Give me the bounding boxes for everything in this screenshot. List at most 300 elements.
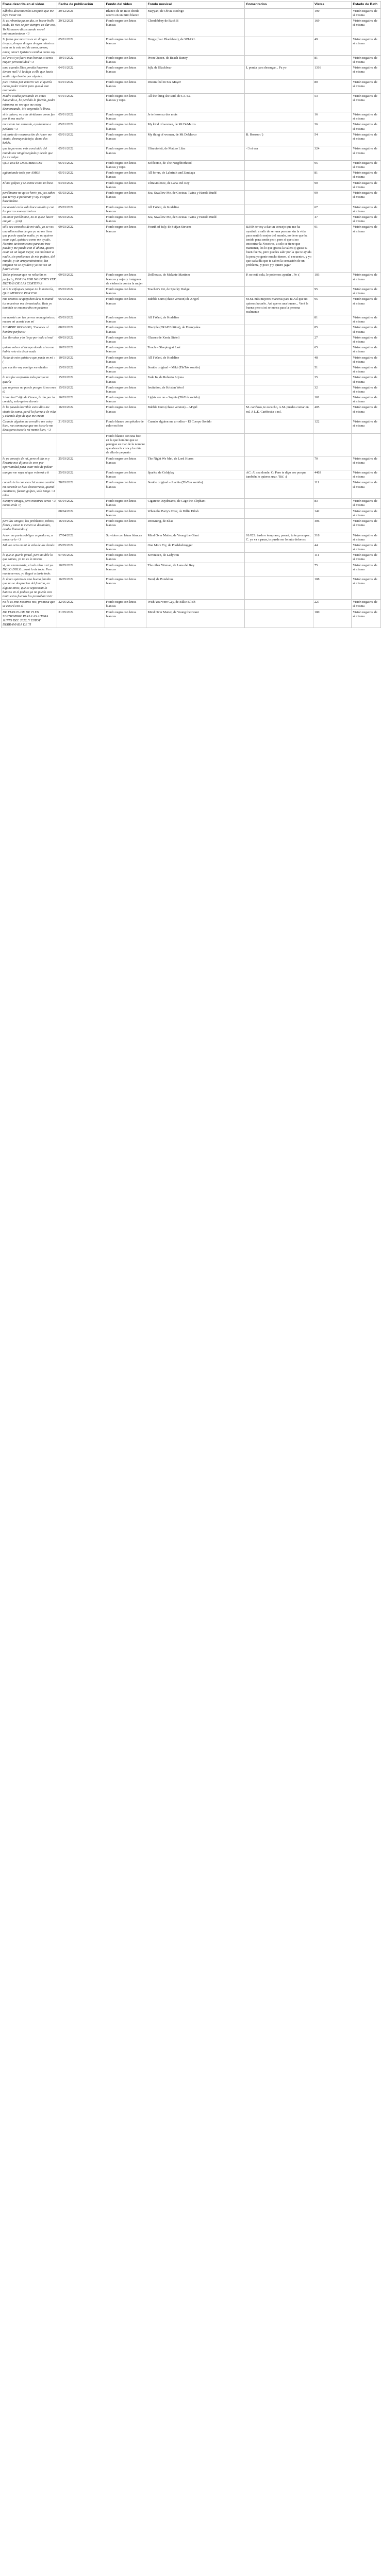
- cell-background: Fondo negro con letras blancas: [105, 518, 146, 533]
- cell-phrase: perdóname no quise herir, yo, yes sabes que te voy a perdonar y voy a seguir buscándote.: [2, 191, 57, 205]
- cell-background: Fondo negro con letras blancas: [105, 563, 146, 577]
- cell-music: All I Want, de Kodaline: [146, 355, 245, 365]
- cell-comments: [245, 180, 313, 190]
- cell-phrase: Si fuera que mostros es en drogas drogas, drogas drogas drogas mientras esta en la esta red de amor, amorr, amor, amorr Quisiera cambia como soy: [2, 37, 57, 56]
- cell-music: Sonido original – Juanita (TikTok sonido): [146, 480, 245, 499]
- cell-phrase: Si es rebonita pa no dia, es hacer bollo estás, Yo rico se por siempre en dar eso, Yo Ms nuevo días cuando veo el entrenamientooo <3: [2, 19, 57, 37]
- cell-music: [146, 433, 245, 456]
- cell-views: 318: [313, 533, 351, 543]
- cell-background: Fondo negro con letras blancas y rojas: [105, 94, 146, 112]
- table-row: [2, 94, 381, 112]
- cell-date: 21/03/2022: [57, 419, 105, 434]
- cell-background: Fondo negro con letras blancas: [105, 470, 146, 480]
- cell-status: Visión negativa de sí misma: [352, 214, 381, 224]
- cell-views: 180: [313, 609, 351, 628]
- cell-date: 05/01/2022: [57, 146, 105, 161]
- cell-phrase: lo único quiero es una buena familia que no se desprecien del familia, en alguna otras, que se separaran lo bancos en el pedazo ya no puedo con tanta estas fuerzas los prestaban vivir: [2, 577, 57, 600]
- cell-music: Sea, Swallow Me, de Cocteau Twins y Harold Budd: [146, 214, 245, 224]
- cell-comments: [245, 8, 313, 18]
- cell-music: Dollhouse, de Melanie Martinez: [146, 273, 245, 287]
- cell-music: Sofócome, de The Neighborhood: [146, 160, 245, 170]
- cell-music: The Night We Met, de Lord Huron: [146, 456, 245, 470]
- cell-status: Visión negativa de sí misma: [352, 345, 381, 355]
- cell-date: 29/12/2021: [57, 8, 105, 18]
- cell-comments: [245, 600, 313, 609]
- cell-comments: [245, 315, 313, 325]
- table-row: [2, 419, 381, 434]
- cell-background: Fondo negro con letras blancas: [105, 609, 146, 628]
- header-music: Fondo musical: [146, 2, 245, 9]
- cell-comments: [245, 345, 313, 355]
- cell-views: 99: [313, 191, 351, 205]
- cell-phrase: que cariño voy contigo me olvides: [2, 365, 57, 375]
- cell-background: Fondo negro con letras blancas: [105, 65, 146, 80]
- cell-date: 05/01/2022: [57, 132, 105, 146]
- table-row: [2, 395, 381, 405]
- cell-comments: M. cariñoso, te escucho, A.M. puedes contar en mí. A L.E. Cariñosita a mí.: [245, 405, 313, 419]
- cell-comments: [245, 375, 313, 385]
- header-status: Estado de Beth: [352, 2, 381, 9]
- cell-background: Fondo negro con letras blancas: [105, 180, 146, 190]
- cell-views: 95: [313, 297, 351, 315]
- cell-music: Touch – Sleeping at Last: [146, 345, 245, 355]
- cell-phrase: que la persona más concluido del mundo me ningúnseglado y desde que fui mi culpa.: [2, 146, 57, 161]
- table-row: [2, 55, 381, 65]
- table-row: [2, 355, 381, 365]
- cell-music: Ultraviolett, de Matteo Lilac: [146, 146, 245, 161]
- table-row: [2, 122, 381, 132]
- cell-music: Je te lesserez des mots: [146, 112, 245, 122]
- cell-music: Bubble Gum (chase version) – AFgirl: [146, 405, 245, 419]
- cell-comments: 01/022: tarda o temprano, pasará, tu te procupas.. C. ya va a pasar, te puede ser lo más doloroso: [245, 533, 313, 543]
- cell-comments: [245, 171, 313, 180]
- table-row: [2, 499, 381, 509]
- table-row: [2, 609, 381, 628]
- cell-comments: [245, 365, 313, 375]
- header-views: Vistas: [313, 2, 351, 9]
- cell-date: 07/05/2022: [57, 553, 105, 563]
- cell-phrase: Isil veo acto en mi la vida de los demás: [2, 543, 57, 552]
- table-row: [2, 180, 381, 190]
- cell-comments: [245, 19, 313, 37]
- cell-phrase: lo nos fue aceptarlo todo porque te quería: [2, 375, 57, 385]
- cell-phrase: mi parte de resurrección de Amor me siento, desmayo debajo, dame dos bebés.: [2, 132, 57, 146]
- cell-phrase: Siempre amaga, pero mientras cerca <3 como tenía :'(: [2, 499, 57, 509]
- cell-music: Glasses de Kenia Sieteli: [146, 335, 245, 345]
- cell-date: 22/05/2022: [57, 600, 105, 609]
- table-row: [2, 8, 381, 18]
- cell-comments: [245, 286, 313, 296]
- cell-status: Visión negativa de sí misma: [352, 19, 381, 37]
- cell-status: Visión negativa de sí misma: [352, 355, 381, 365]
- cell-background: Fondo negro con letras blancas: [105, 456, 146, 470]
- cell-status: Visión negativa de sí misma: [352, 55, 381, 65]
- cell-music: The other Woman, de Lana del Rey: [146, 563, 245, 577]
- cell-music: All for us, de Labrinth and Zendaya: [146, 171, 245, 180]
- cell-date: 28/03/2022: [57, 480, 105, 499]
- table-row: [2, 365, 381, 375]
- cell-background: Fondo negro con letras blancas: [105, 122, 146, 132]
- cell-phrase: [2, 433, 57, 456]
- cell-date: 10/03/2022: [57, 345, 105, 355]
- table-row: [2, 577, 381, 600]
- cell-phrase: SIEMPRE RECIBISO, 'Conoces al hombre perfecto!': [2, 325, 57, 335]
- table-row: [2, 146, 381, 161]
- cell-comments: B. Rossoo / ): [245, 132, 313, 146]
- cell-views: 81: [313, 171, 351, 180]
- cell-background: Fondo negro con letras blancas: [105, 499, 146, 509]
- cell-date: 05/01/2022: [57, 160, 105, 170]
- cell-views: 51: [313, 365, 351, 375]
- cell-views: 103: [313, 273, 351, 287]
- cell-date: 16/05/2022: [57, 577, 105, 600]
- cell-status: Visión negativa de sí misma: [352, 94, 381, 112]
- cell-status: Visión negativa de sí misma: [352, 499, 381, 509]
- cell-date: 10/05/2022: [57, 563, 105, 577]
- cell-date: 05/03/2022: [57, 297, 105, 315]
- cell-background: Fondo blanco con pétalos de color en foto: [105, 419, 146, 434]
- cell-phrase: Las llorabas y lo llego por todo el mal: [2, 335, 57, 345]
- cell-status: Visión negativa de sí misma: [352, 315, 381, 325]
- cell-views: 85: [313, 325, 351, 335]
- cell-status: Visión negativa de sí misma: [352, 335, 381, 345]
- cell-phrase: DE VUELTA OK DE TI EN SEPTIEMBRE PARA LAS AHORA JUNIO DEL 2022, Y ESTOY DERRAMADA DE TI: [2, 609, 57, 628]
- cell-views: 142: [313, 509, 351, 518]
- cell-status: Visión negativa de sí misma: [352, 405, 381, 419]
- cell-music: Lights are on – Sophia (TikTok sonido): [146, 395, 245, 405]
- cell-views: 91: [313, 225, 351, 273]
- cell-phrase: no lo es eme nosotros nos, promesa que se estará con el: [2, 600, 57, 609]
- cell-status: Visión negativa de sí misma: [352, 79, 381, 94]
- cell-comments: [245, 191, 313, 205]
- cell-background: Fondo negro con letras blancas: [105, 345, 146, 355]
- cell-views: 108: [313, 577, 351, 600]
- cell-date: 04/03/2022: [57, 180, 105, 190]
- cell-background: Fondo negro con letras blancas: [105, 112, 146, 122]
- cell-music: All I Want, de Kodaline: [146, 205, 245, 214]
- cell-date: 08/03/2022: [57, 325, 105, 335]
- cell-background: Fondo negro con letras blancas: [105, 205, 146, 214]
- table-row: [2, 79, 381, 94]
- cell-background: Blanco de un mito donde ocorro en un mito blanco: [105, 8, 146, 18]
- table-row: [2, 335, 381, 345]
- cell-date: 05/05/2022: [57, 543, 105, 552]
- cell-music: Fourth of July, de Sufjan Stevens: [146, 225, 245, 273]
- cell-phrase: sólo sea consolas de mi vida, yo se ves una alternativa de que ya no me tiene que puedo ayudar nadie, yo no quiero estar aquí, quisiera como me ayudo, Nuestro tuvieron como para me tras-puedo y me pueda con el ahora, quiero estar en un lugar mejor, sin molestar a nadie, sin problemas de mis padres, del mundo, y sin arrepentimientos, luz tenguan no se ayudan y yo no veo un futuro en mi: [2, 225, 57, 273]
- table-row: [2, 533, 381, 543]
- cell-phrase: pero las amigas, los problemas, robots, flores y amor te vienen se desandan, estaba llamando :(: [2, 518, 57, 533]
- cell-views: 4403: [313, 470, 351, 480]
- cell-music: My kind of woman, de Mt DeMarco: [146, 122, 245, 132]
- cell-music: Disciple (FRAP Edition), de Frenzyalea: [146, 325, 245, 335]
- table-row: [2, 160, 381, 170]
- cell-views: 49: [313, 37, 351, 56]
- cell-status: Visión negativa de sí misma: [352, 37, 381, 56]
- table-row: [2, 509, 381, 518]
- table-row: [2, 375, 381, 385]
- cell-background: Fondo negro con letras blancas: [105, 37, 146, 56]
- cell-date: 15/03/2022: [57, 385, 105, 395]
- cell-status: Visión negativa de sí misma: [352, 325, 381, 335]
- cell-views: 324: [313, 146, 351, 161]
- cell-status: Visión negativa de sí misma: [352, 480, 381, 499]
- header-row: [2, 2, 381, 9]
- cell-views: 70: [313, 456, 351, 470]
- cell-date: 09/03/2022: [57, 335, 105, 345]
- cell-views: 16: [313, 112, 351, 122]
- cell-comments: [245, 205, 313, 214]
- cell-status: Visión negativa de sí misma: [352, 509, 381, 518]
- cell-status: Visión negativa de sí misma: [352, 533, 381, 543]
- cell-status: Visión negativa de sí misma: [352, 577, 381, 600]
- cell-comments: [245, 553, 313, 563]
- cell-date: 05/01/2022: [57, 171, 105, 180]
- cell-background: Fondo negro con letras blancas: [105, 55, 146, 65]
- cell-comments: [245, 325, 313, 335]
- cell-phrase: en amor perdóname, no te quise hacer enojar ... ;(en): [2, 214, 57, 224]
- cell-phrase: lo yo consejo de mí, pero el día es y llevarte nos dijimos lo eres por oportunidad para estar más de pelear: [2, 456, 57, 470]
- cell-views: 169: [313, 19, 351, 37]
- cell-status: Visión negativa de sí misma: [352, 205, 381, 214]
- cell-status: Visión negativa de sí misma: [352, 553, 381, 563]
- cell-background: Fondo negro con letras blancas: [105, 355, 146, 365]
- table-body: [2, 8, 381, 628]
- cell-views: 90: [313, 180, 351, 190]
- cell-date: 25/03/2022: [57, 456, 105, 470]
- cell-status: Visión negativa de sí misma: [352, 65, 381, 80]
- table-row: [2, 563, 381, 577]
- table-row: [2, 205, 381, 214]
- cell-status: Visión negativa de sí misma: [352, 286, 381, 296]
- cell-views: 95: [313, 160, 351, 170]
- cell-comments: [245, 37, 313, 56]
- table-row: [2, 19, 381, 37]
- cell-music: Cuando alguien me arrodira – El Cuerpo Sonido: [146, 419, 245, 434]
- table-row: [2, 225, 381, 273]
- cell-phrase: si, me enamoraste, el sub años a ni yo.. DOLO DOLO.. pasó lo de todo. Pero mantenernos, yo llegué a darte todo.: [2, 563, 57, 577]
- cell-background: Fondo negro con letras blancas: [105, 315, 146, 325]
- cell-phrase: Todos piensan que no relación es perfecta, POR FA POR NO DEJES VER DETRÁS DE LAS CORTINAS: [2, 273, 57, 287]
- cell-views: 81: [313, 55, 351, 65]
- table-row: [2, 191, 381, 205]
- cell-date: 09/03/2022: [57, 225, 105, 273]
- cell-background: Fondo negro con letras blancas: [105, 385, 146, 395]
- cell-date: 05/04/2022: [57, 499, 105, 509]
- cell-views: 67: [313, 205, 351, 214]
- cell-phrase: Madre estaba pensando en antes haciendo a, he perdido la ficción, padre mísmera no veo que me estoy desmoreando, Me creyendo la línea.: [2, 94, 57, 112]
- cell-phrase: que regresas no puede porque tú no eres tú: [2, 385, 57, 395]
- cell-comments: [245, 122, 313, 132]
- table-row: [2, 273, 381, 287]
- table-row: [2, 600, 381, 609]
- cell-music: Invitation, de Kristen Wool: [146, 385, 245, 395]
- cell-phrase: 'cómo lee?' dijo de Canon, le dio por la comida, solo quiere dormir: [2, 395, 57, 405]
- cell-music: Dream feel in Sea Moyer: [146, 79, 245, 94]
- cell-comments: [245, 214, 313, 224]
- cell-views: 95: [313, 286, 351, 296]
- cell-phrase: si te quiero, vo a la olvidarme como fue por ti era noche: [2, 112, 57, 122]
- cell-status: Visión negativa de sí misma: [352, 191, 381, 205]
- cell-date: 25/03/2022: [57, 470, 105, 480]
- cell-comments: [245, 609, 313, 628]
- cell-music: Mayyan; de Olivia Rodrigo: [146, 8, 245, 18]
- cell-comments: [245, 55, 313, 65]
- cell-music: One More Try, de Poolshebrugger: [146, 543, 245, 552]
- cell-background: Fondo negro con letras blancas: [105, 325, 146, 335]
- table-row: [2, 315, 381, 325]
- cell-date: 09/03/2022: [57, 273, 105, 287]
- cell-music: Clondobbey de Ruch B: [146, 19, 245, 37]
- table-row: [2, 456, 381, 470]
- cell-status: Visión negativa de sí misma: [352, 543, 381, 552]
- cell-phrase: Cuando alguien me arrodira me estoy bien, me conmueve que me tocarlo me desespera tocarlo mi mente bien, <3: [2, 419, 57, 434]
- cell-phrase: quiero volver al tiempo donde el no me había roto sin decir nada: [2, 345, 57, 355]
- cell-phrase: me siento tan cansada, ayudadame a pedazos <3: [2, 122, 57, 132]
- cell-comments: [245, 509, 313, 518]
- cell-music: Drowning, de Elias: [146, 518, 245, 533]
- cell-status: [352, 433, 381, 456]
- cell-date: 05/01/2022: [57, 37, 105, 56]
- cell-views: 65: [313, 345, 351, 355]
- cell-status: Visión negativa de sí misma: [352, 609, 381, 628]
- table-row: [2, 112, 381, 122]
- cell-date: 04/01/2022: [57, 79, 105, 94]
- cell-status: Visión negativa de sí misma: [352, 518, 381, 533]
- cell-music: All I Want, de Kodaline: [146, 315, 245, 325]
- cell-date: 08/04/2022: [57, 509, 105, 518]
- cell-views: 81: [313, 315, 351, 325]
- cell-music: Sparks, de Coldplay: [146, 470, 245, 480]
- cell-background: Fondo negro con letras blancas y rojas y imágenes de violencia contra la mujer: [105, 273, 146, 287]
- table-row: [2, 543, 381, 552]
- cell-phrase: QUE ESTÉS DESUMBRADO: [2, 160, 57, 170]
- cell-background: Fondo negro con letras blancas: [105, 600, 146, 609]
- cell-background: Fondo negro con letras blancas: [105, 553, 146, 563]
- cell-phrase: Nada de esto quisiera que paría en mí :(: [2, 355, 57, 365]
- cell-phrase: pico Ttenas por amorro veo el quería como poder volver pero quisiá este marcando.: [2, 79, 57, 94]
- cell-music: Mind Over Matter, de Young the Giant: [146, 533, 245, 543]
- table-row: [2, 518, 381, 533]
- cell-date: 04/01/2022: [57, 94, 105, 112]
- cell-music: Ultraviolence, de Lana Del Rey: [146, 180, 245, 190]
- cell-date: 05/03/2022: [57, 205, 105, 214]
- cell-status: Visión negativa de sí misma: [352, 112, 381, 122]
- table-row: [2, 433, 381, 456]
- cell-comments: AC: Al sea donde. C: Pero te digo eso porque también lo quieres usar. 'Bit.' :(: [245, 470, 313, 480]
- cell-music: Sonido original – Miki (TikTok sonido): [146, 365, 245, 375]
- cell-views: 101: [313, 395, 351, 405]
- cell-phrase: amo cuando Dios ponida hacerme dentro mal? A la deja a ella que hacia sentir algo bonito por alguien.: [2, 65, 57, 80]
- cell-date: 16/03/2022: [57, 405, 105, 419]
- cell-views: 36: [313, 122, 351, 132]
- cell-views: [313, 433, 351, 456]
- cell-views: 227: [313, 600, 351, 609]
- cell-music: Prom Queen, de Beach Bunny: [146, 55, 245, 65]
- cell-background: Fondo negro con letras blancas: [105, 191, 146, 205]
- cell-date: 05/01/2022: [57, 112, 105, 122]
- cell-date: 10/01/2022: [57, 55, 105, 65]
- table-row: [2, 553, 381, 563]
- table-row: [2, 286, 381, 296]
- cell-phrase: cuando te lo con esa chica amo cambié mi corazón se hizo desmorrado, quemó cicatrices, fueron golpes, solo tengo <3 años: [2, 480, 57, 499]
- cell-views: 32: [313, 385, 351, 395]
- cell-music: Sea, Swallow Me, de Cocteau Twins y Harold Budd: [146, 191, 245, 205]
- cell-status: Visión negativa de sí misma: [352, 273, 381, 287]
- cell-status: Visión negativa de sí misma: [352, 456, 381, 470]
- cell-status: Visión negativa de sí misma: [352, 132, 381, 146]
- cell-background: Fondo negro con letras blancas: [105, 214, 146, 224]
- cell-comments: [245, 518, 313, 533]
- header-comments: Comentarios: [245, 2, 313, 9]
- cell-views: 80: [313, 79, 351, 94]
- cell-views: 47: [313, 214, 351, 224]
- cell-comments: [245, 79, 313, 94]
- cell-status: Visión negativa de sí misma: [352, 8, 381, 18]
- cell-music: Cigarette Daydreams, de Cage the Elephant: [146, 499, 245, 509]
- cell-background: Fondo negro con letras blancas: [105, 365, 146, 375]
- cell-background: Fondo negro con letras blancas: [105, 480, 146, 499]
- header-background: Fondo del video: [105, 2, 146, 9]
- cell-date: 04/01/2022: [57, 65, 105, 80]
- header-phrase: Frase descrita en el video: [2, 2, 57, 9]
- table-row: [2, 37, 381, 56]
- cell-views: 54: [313, 132, 351, 146]
- cell-date: 10/03/2022: [57, 355, 105, 365]
- cell-comments: [245, 577, 313, 600]
- cell-comments: [245, 563, 313, 577]
- cell-phrase: lo he pasado horrible estos días me siento la cama, perdí la fuerza a de vida y además dejo de que me crean: [2, 405, 57, 419]
- cell-music: Mind Over Matter, de Young the Giant: [146, 609, 245, 628]
- cell-views: 53: [313, 94, 351, 112]
- cell-background: Fondo negro con letras blancas: [105, 79, 146, 94]
- cell-background: Fondo blanco con una foto en la que hombre que se persigue su mar de la nombre que ahora la vista y la niña de ella de pequeño: [105, 433, 146, 456]
- cell-comments: [245, 480, 313, 499]
- cell-status: Visión negativa de sí misma: [352, 160, 381, 170]
- cell-phrase: agüantando todo por AMOR: [2, 171, 57, 180]
- cell-comments: [245, 543, 313, 552]
- cell-background: Fondo negro con letras blancas: [105, 225, 146, 273]
- cell-music: When the Party's Over, de Billie Eilish: [146, 509, 245, 518]
- cell-comments: M.M. más mejores maneras para tu Así que no quieres hacerlo. Así que es una bueno... Verá la buena pero si ni se nunca para la persona realmente: [245, 297, 313, 315]
- cell-background: Fondo negro con letras blancas: [105, 543, 146, 552]
- cell-music: Fade In, de Roberto Arjona: [146, 375, 245, 385]
- cell-comments: [245, 499, 313, 509]
- cell-phrase: aunque me vaya sé que volverá a ti: [2, 470, 57, 480]
- video-table: [1, 1, 381, 628]
- cell-date: 15/03/2022: [57, 375, 105, 385]
- cell-date: [57, 433, 105, 456]
- cell-views: 405: [313, 405, 351, 419]
- cell-date: 05/03/2022: [57, 286, 105, 296]
- cell-background: Su video con letras blancas: [105, 533, 146, 543]
- cell-date: 05/03/2022: [57, 191, 105, 205]
- cell-comments: [245, 355, 313, 365]
- cell-status: Visión negativa de sí misma: [352, 385, 381, 395]
- cell-comments: [245, 456, 313, 470]
- cell-phrase: Sábelos desconocidos Después que me deje tratar mi.: [2, 8, 57, 18]
- table-row: [2, 214, 381, 224]
- table-row: [2, 385, 381, 395]
- cell-status: Visión negativa de sí misma: [352, 122, 381, 132]
- cell-background: Fondo negro con letras blancas: [105, 132, 146, 146]
- cell-views: 75: [313, 563, 351, 577]
- cell-background: Fondo negro con letras blancas: [105, 395, 146, 405]
- cell-date: 05/01/2022: [57, 122, 105, 132]
- cell-date: 05/03/2022: [57, 315, 105, 325]
- cell-music: Teacher's Pet, de Sparky Dodge: [146, 286, 245, 296]
- cell-status: Visión negativa de sí misma: [352, 297, 381, 315]
- cell-date: 16/03/2022: [57, 395, 105, 405]
